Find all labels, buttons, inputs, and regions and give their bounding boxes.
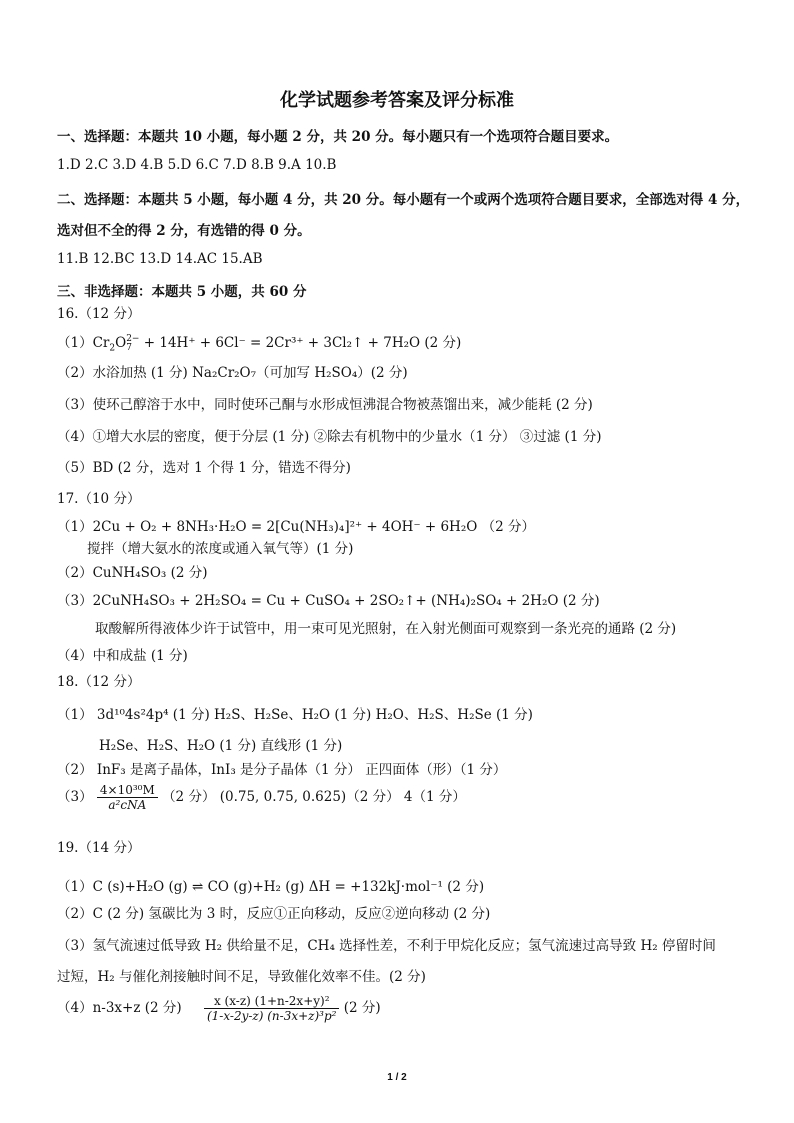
part2-heading-line2: 选对但不全的得 2 分，有选错的得 0 分。 — [57, 223, 311, 239]
q19-line4-rest: (2 分) — [343, 1000, 381, 1016]
q18-heading: 18.（12 分） — [57, 674, 141, 690]
q17-line1: （1）2Cu + O₂ + 8NH₃·H₂O = 2[Cu(NH₃)₄]²⁺ + 4OH⁻ + 6H₂O （2 分） — [57, 519, 535, 535]
q19-heading: 19.（14 分） — [57, 840, 141, 856]
kp-denominator: (1-x-2y-z) (n-3x+z)³p² — [206, 1009, 337, 1023]
q19-line2: （2）C (2 分) 氢碳比为 3 时，反应①正向移动，反应②逆向移动 (2 分) — [57, 906, 491, 922]
q18-line1: （1） 3d¹⁰4s²4p⁴ (1 分) H₂S、H₂Se、H₂O (1 分) H₂O、H₂S、H₂Se (1 分) — [57, 707, 533, 723]
q16-line2: （2）水浴加热 (1 分) Na₂Cr₂O₇（可加写 H₂SO₄）(2 分) — [57, 365, 408, 381]
q16-line3: （3）使环己醇溶于水中，同时使环己酮与水形成恒沸混合物被蒸馏出来，减少能耗 (2 分) — [57, 397, 593, 413]
q16-heading: 16.（12 分） — [57, 306, 141, 322]
q17-line2: （2）CuNH₄SO₃ (2 分) — [57, 565, 208, 581]
q16-line1-mid: O — [115, 335, 127, 351]
q17-heading: 17.（10 分） — [57, 491, 141, 507]
q16-line1: $(1)Cr_2O$ 2− 7 + 14H⁺ + 6Cl⁻ = 2Cr³⁺ + 3Cl₂↑ + 7H₂O (2 分) — [57, 333, 462, 354]
kp-fraction — [204, 994, 340, 1023]
q16-line5: （5）BD (2 分，选对 1 个得 1 分，错选不得分) — [57, 460, 351, 476]
q19-line1: （1）C (s)+H₂O (g) ⇌ CO (g)+H₂ (g) ΔH = +132kJ·mol⁻¹ (2 分) — [57, 879, 485, 895]
q16-line1-rest: + 14H⁺ + 6Cl⁻ = 2Cr³⁺ + 3Cl₂↑ + 7H₂O (2 分) — [139, 335, 462, 351]
kp-numerator: x (x-z) (1+n-2x+y)² — [204, 994, 340, 1009]
density-numerator: 4×10³⁰M — [97, 783, 158, 798]
q16-line1-pre: （1）Cr — [57, 335, 110, 351]
density-denominator: a²cNA — [108, 798, 147, 812]
q18-line3-pre: （3） — [57, 789, 93, 805]
q19-line3: （3）氢气流速过低导致 H₂ 供给量不足，CH₄ 选择性差，不利于甲烷化反应；氢气流速过高导致 H₂ 停留时间 — [57, 938, 716, 954]
q17-line3: （3）2CuNH₄SO₃ + 2H₂SO₄ = Cu + CuSO₄ + 2SO₂↑+ (NH₄)₂SO₄ + 2H₂O (2 分) — [57, 593, 600, 609]
part1-answers: 1.D 2.C 3.D 4.B 5.D 6.C 7.D 8.B 9.A 10.B — [57, 157, 337, 173]
q18-line1b: H₂Se、H₂S、H₂O (1 分) 直线形 (1 分) — [99, 738, 343, 754]
q17-line1b: 搅拌（增大氨水的浓度或通入氧气等）(1 分) — [87, 541, 354, 557]
page-title: 化学试题参考答案及评分标准 — [280, 90, 514, 111]
q18-line3-rest: （2 分） (0.75, 0.75, 0.625)（2 分） 4（1 分） — [162, 789, 466, 805]
part1-heading: 一、选择题：本题共 10 小题，每小题 2 分，共 20 分。每小题只有一个选项符合题目要求。 — [57, 129, 619, 145]
part2-answers: 11.B 12.BC 13.D 14.AC 15.AB — [57, 251, 263, 267]
q18-line2: （2） InF₃ 是离子晶体，InI₃ 是分子晶体（1 分） 正四面体（形）（1 分） — [57, 762, 507, 778]
q18-line3 — [57, 783, 466, 812]
q19-line4-pre: （4）n-3x+z (2 分) — [57, 1000, 182, 1016]
q17-line3b: 取酸解所得液体少许于试管中，用一束可见光照射，在入射光侧面可观察到一条光亮的通路 (2 分) — [95, 621, 677, 637]
q17-line4: （4）中和成盐 (1 分) — [57, 648, 188, 664]
part2-heading-line1: 二、选择题：本题共 5 小题，每小题 4 分，共 20 分。每小题有一个或两个选项符合题目要求，全部选对得 4 分， — [57, 192, 750, 208]
part3-heading: 三、非选择题：本题共 5 小题，共 60 分 — [57, 284, 307, 300]
q19-line3b: 过短，H₂ 与催化剂接触时间不足，导致催化效率不佳。(2 分) — [57, 969, 426, 985]
q16-line4: （4）①增大水层的密度，便于分层 (1 分) ②除去有机物中的少量水（1 分） ③过滤 (1 分) — [57, 429, 602, 445]
page-number: 1 / 2 — [387, 1072, 407, 1083]
density-fraction — [97, 783, 158, 812]
q19-line4 — [57, 994, 381, 1023]
